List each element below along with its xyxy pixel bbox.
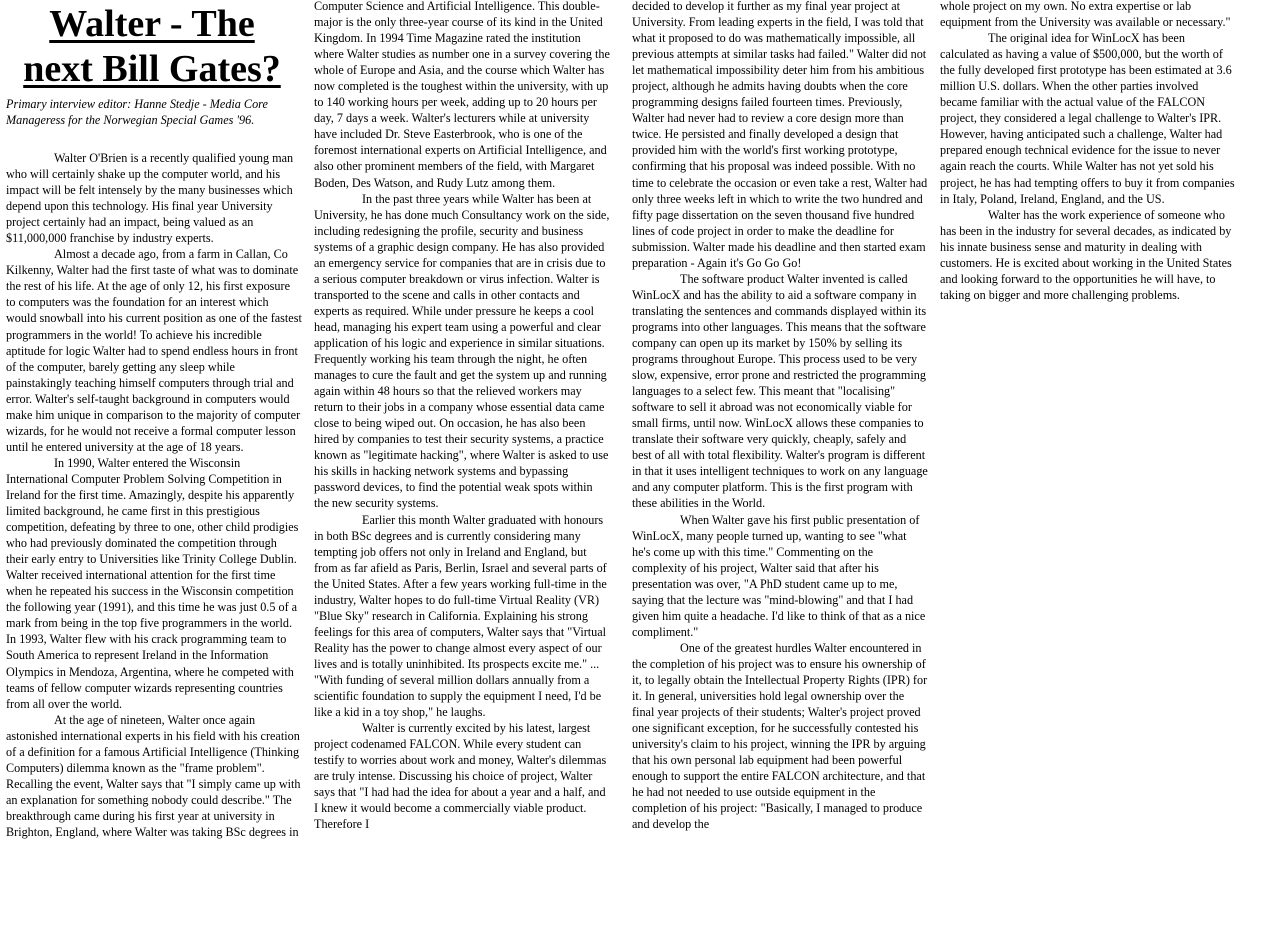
paragraph: Almost a decade ago, from a farm in Callan, Co Kilkenny, Walter had the first taste of what was to dominate the rest of his life. At the age of only 12, his first exposure to computers was the foundation for an interest which would snowball into his current position as one of the fastest programmers in the world! To achieve his incredible aptitude for logic Walter had to spend endless hours in front of the computer, barely getting any sleep while painstakingly teaching himself computers through trial and error. Walter's self-taught background in computers would make him unique in comparison to the majority of computer wizards, for he would not receive a formal computer lesson until he entered university at the age of 18 years. — [6, 247, 302, 454]
article-column-3 — [632, 0, 928, 948]
article-byline: Primary interview editor: Hanne Stedje - Media Core Manageress for the Norwegian Special Games '96. — [6, 97, 268, 127]
paragraph: The software product Walter invented is called WinLocX and has the ability to aid a software company in translating the sentences and commands displayed within its programs into other languages. This means that the software company can open up its market by 150% by selling its programs throughout Europe. This process used to be very slow, expensive, error prone and restricted the programming languages to a select few. This meant that "localising" software to sell it abroad was not economically viable for small firms, until now. WinLocX allows these companies to translate their software very quickly, cheaply, safely and best of all with total flexibility. Walter's program is different in that it uses intelligent techniques to work on any language and any computer platform. This is the first program with these abilities in the World. — [632, 271, 928, 511]
article-column-4 — [940, 0, 1236, 948]
paragraph: In the past three years while Walter has been at University, he has done much Consultancy work on the side, including redesigning the profile, security and business systems of a graphic design company. He has also provided an emergency service for companies that are in crisis due to a serious computer breakdown or virus infection. Walter is transported to the scene and calls in other contacts and experts as required. While under pressure he keeps a cool head, managing his expert team using a powerful and clear application of his logic and experience in similar situations. Frequently working his team through the night, he often manages to cure the fault and get the system up and running again within 48 hours so that the relieved workers may return to their jobs in a company whose essential data came close to being wiped out. On occasion, he has also been hired by companies to test their security systems, a practice known as "legitimate hacking", where Walter is asked to use his skills in hacking network systems and bypassing password devices, to find the potential weak spots within the new security systems. — [314, 191, 610, 511]
paragraph-continuation: Computer Science and Artificial Intelligence. This double-major is the only three-year course of its kind in the United Kingdom. In 1994 Time Magazine rated the institution where Walter studies as number one in a survey covering the whole of Europe and Asia, and the course which Walter has now completed is the toughest within the university, with up to 140 working hours per week, adding up to 20 hours per day, 7 days a week. Walter's lecturers while at university have included Dr. Steve Easterbrook, who is one of the foremost international experts on Artificial Intelligence, and also other prominent members of the field, with Margaret Boden, Des Watson, and Rudy Lutz among them. — [314, 0, 610, 190]
article-title-line-1: Walter - The — [49, 3, 255, 45]
paragraph: Walter has the work experience of someone who has been in the industry for several decades, as indicated by his innate business sense and maturity in dealing with customers. He is excited about working in the United States and looking forward to the opportunities he will have, to taking on bigger and more challenging problems. — [940, 207, 1232, 302]
paragraph: When Walter gave his first public presentation of WinLocX, many people turned up, wanting to see "what he's come up with this time." Commenting on the complexity of his project, Walter said that after his presentation was over, "A PhD student came up to me, saying that the lecture was "mind-blowing" and that I had given him quite a headache. I'd like to think of that as a nice compliment." — [632, 512, 926, 639]
paragraph: One of the greatest hurdles Walter encountered in the completion of his project was to ensure his ownership of it, to legally obtain the Intellectual Property Rights (IPR) for it. In general, universities hold legal ownership over the final year projects of their students; Walter's project proved one significant exception, for he successfully contested his university's claim to his project, winning the IPR by arguing that his own personal lab equipment had been powerful enough to support the entire FALCON architecture, and that he had not needed to use outside equipment in the completion of his project: "Basically, I managed to produce and develop the — [632, 640, 928, 832]
article-column-1 — [6, 2, 302, 952]
paragraph: At the age of nineteen, Walter once again astonished international experts in his field with his creation of a definition for a famous Artificial Intelligence (Thinking Computers) dilemma known as the "frame problem". Recalling the event, Walter says that "I simply came up with an explanation for something nobody could describe." The breakthrough came during his first year at university in Brighton, England, where Walter was taking BSc degrees in — [6, 712, 301, 839]
paragraph: Walter O'Brien is a recently qualified young man who will certainly shake up the computer world, and his impact will be felt intensely by the many businesses which depend upon this technology. His final year University project certainly had an impact, being valued as an $11,000,000 franchise by industry experts. — [6, 151, 294, 246]
article-column-2 — [314, 0, 610, 948]
paragraph: Walter is currently excited by his latest, largest project codenamed FALCON. While every student can testify to worries about work and money, Walter's dilemmas are truly intense. Discussing his choice of project, Walter says that "I had had the idea for about a year and a half, and I knew it would become a commercially viable product. Therefore I — [314, 721, 607, 832]
paragraph-continuation: whole project on my own. No extra expertise or lab equipment from the University was available or necessary." — [940, 0, 1231, 30]
article-title — [6, 2, 298, 92]
paragraph: In 1990, Walter entered the Wisconsin International Computer Problem Solving Competition in Ireland for the first time. Amazingly, despite his apparently limited background, he came first in this prestigious competition, defeating by three to one, other child prodigies who had previously dominated the competition through their early entry to Universities like Trinity College Dublin. Walter received international attention for the first time when he repeated his success in the Wisconsin competition the following year (1991), and this time he was just 0.5 of a mark from being in the top five programmers in the world. In 1993, Walter flew with his crack programming team to South America to represent Ireland in the Information Olympics in Mendoza, Argentina, where he competed with teams of fellow computer wizards representing countries from all over the world. — [6, 455, 299, 711]
article-title-line-2: next Bill Gates? — [23, 48, 281, 90]
paragraph: Earlier this month Walter graduated with honours in both BSc degrees and is currently considering many tempting job offers not only in Ireland and England, but from as far afield as Paris, Berlin, Israel and several parts of the United States. After a few years working full-time in the industry, Walter hopes to do full-time Virtual Reality (VR) "Blue Sky" research in California. Explaining his strong feelings for this area of computers, Walter says that "Virtual Reality has the power to change almost every aspect of our lives and is totally uninhibited. Its prospects excite me." ... "With funding of several million dollars annually from a scientific foundation to supply the equipment I need, I'd be like a kid in a toy shop," he laughs. — [314, 512, 607, 720]
paragraph-continuation: decided to develop it further as my final year project at University. From leading experts in the field, I was told that what it proposed to do was mathematically impossible, all previous attempts at similar tasks had failed." Walter did not let mathematical impossibility deter him from his ambitious project, although he admits having doubts when the core programming designs failed fourteen times. Previously, Walter had never had to review a core design more than twice. He persisted and finally developed a design that provided him with the world's first working prototype, confirming that his proposal was indeed possible. With no time to celebrate the occasion or even take a rest, Walter had only three weeks left in which to write the two hundred and fifty page dissertation on the seven thousand five hundred lines of code project in order to make the deadline for submission. Walter made his deadline and then started exam preparation - Again it's Go Go Go! — [632, 0, 928, 270]
paragraph: The original idea for WinLocX has been calculated as having a value of $500,000, but the worth of the fully developed first prototype has been estimated at 3.6 million U.S. dollars. When the other parties involved became familiar with the actual value of the FALCON project, they considered a legal challenge to Walter's IPR. However, having anticipated such a challenge, Walter had prepared enough technical evidence for the issue to never again reach the courts. While Walter has not yet sold his project, he has had tempting offers to buy it from companies in Italy, Poland, Ireland, England, and the US. — [940, 31, 1235, 206]
